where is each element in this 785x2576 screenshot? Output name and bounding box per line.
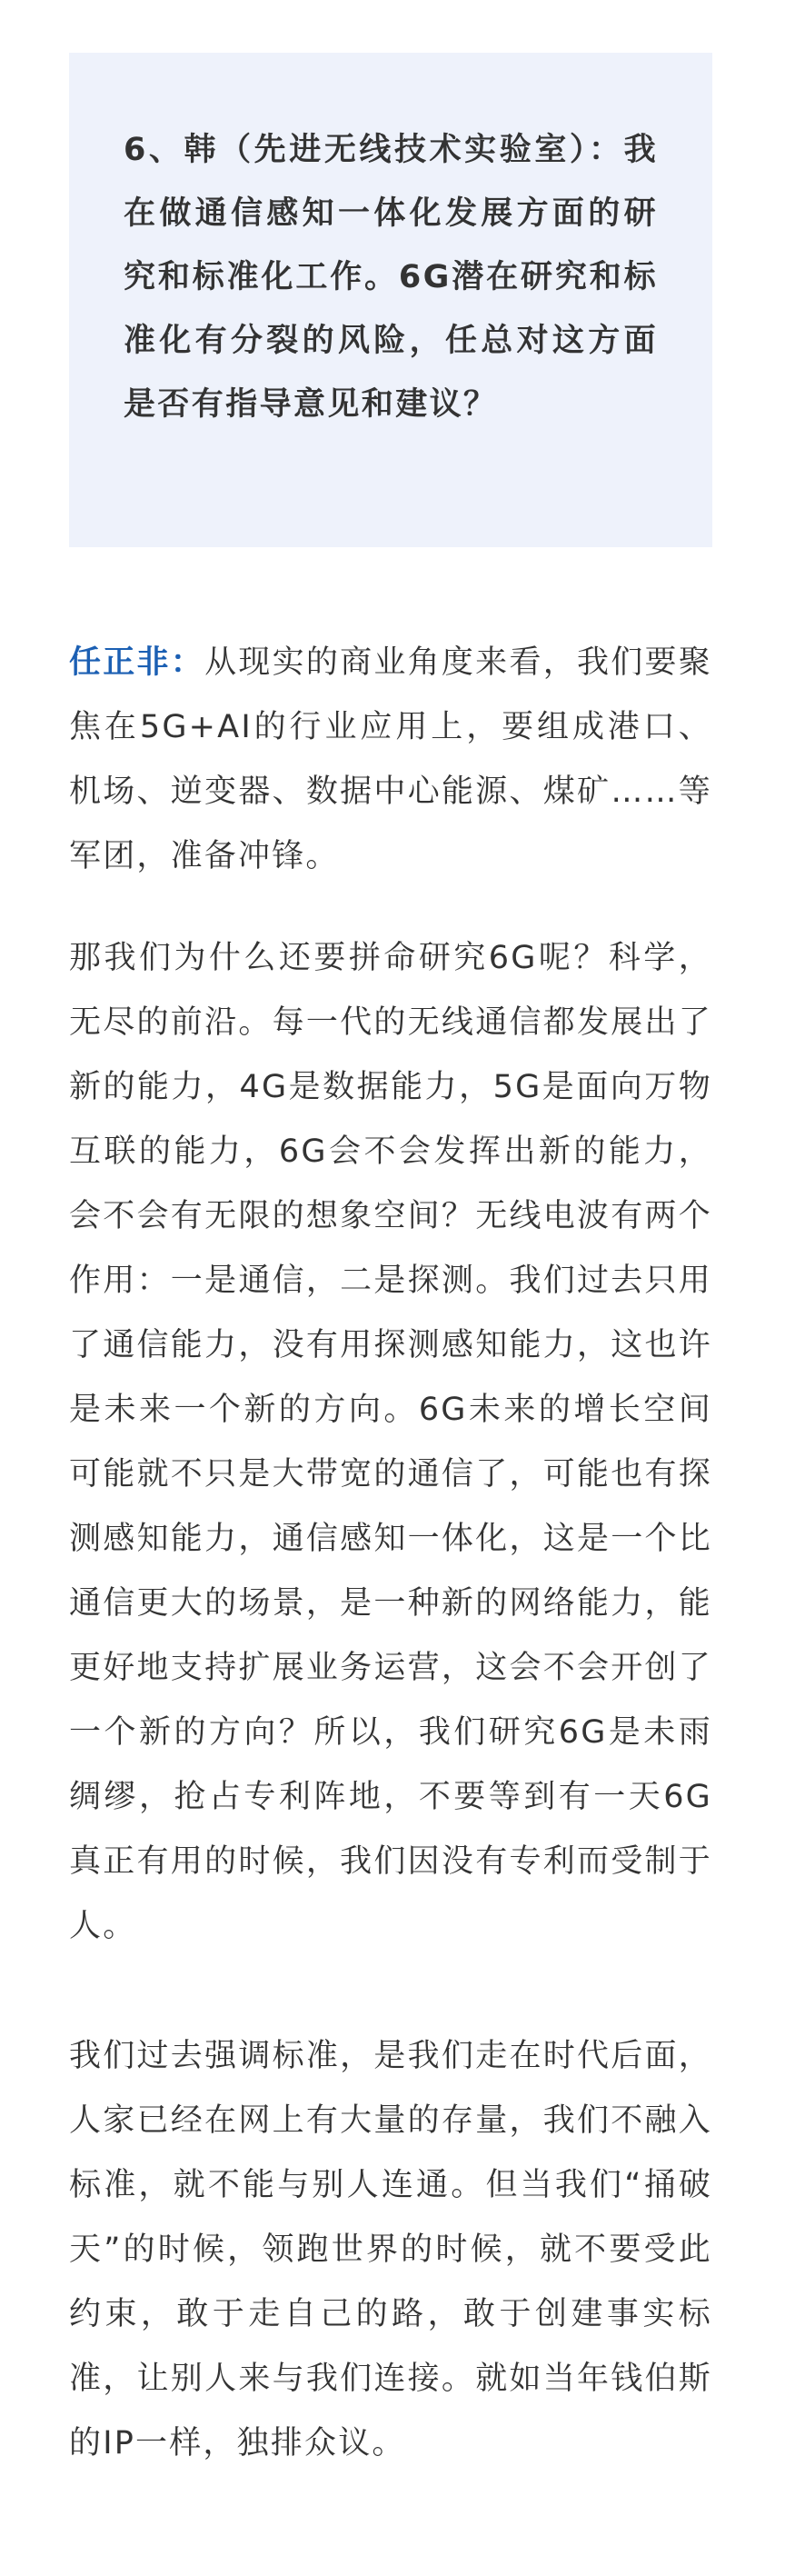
- speaker-label: 任正非：: [69, 644, 205, 681]
- answer-paragraph-2: [69, 926, 712, 1959]
- question-box: [69, 53, 712, 547]
- answer-paragraph-2-text: 那我们为什么还要拼命研究6G呢？科学，无尽的前沿。每一代的无线通信都发展出了新的能力，4G是数据能力，5G是面向万物互联的能力，6G会不会发挥出新的能力，会不会有无限的想象空间？无线电波有两个作用：一是通信，二是探测。我们过去只用了通信能力，没有用探测感知能力，这也许是未来一个新的方向。6G未来的增长空间可能就不只是大带宽的通信了，可能也有探测感知能力，通信感知一体化，这是一个比通信更大的场景，是一种新的网络能力，能更好地支持扩展业务运营，这会不会开创了一个新的方向？所以，我们研究6G是未雨绸缪，抢占专利阵地，不要等到有一天6G真正有用的时候，我们因没有专利而受制于人。: [69, 940, 712, 1944]
- question-text: 6、韩（先进无线技术实验室）：我在做通信感知一体化发展方面的研究和标准化工作。6G潜在研究和标准化有分裂的风险，任总对这方面是否有指导意见和建议？: [124, 132, 658, 423]
- answer-paragraph-1-text: [69, 631, 712, 889]
- answer-paragraph-3-text: 我们过去强调标准，是我们走在时代后面，人家已经在网上有大量的存量，我们不融入标准，就不能与别人连通。但当我们“捅破天”的时候，领跑世界的时候，就不要受此约束，敢于走自己的路，敢于创建事实标准，让别人来与我们连接。就如当年钱伯斯的IP一样，独排众议。: [69, 2038, 712, 2461]
- answer-paragraph-1: [69, 631, 712, 889]
- answer-paragraph-3: [69, 2024, 712, 2476]
- answer-paragraph-1-body: 从现实的商业角度来看，我们要聚焦在5G+AI的行业应用上，要组成港口、机场、逆变器、数据中心能源、煤矿……等军团，准备冲锋。: [69, 644, 712, 874]
